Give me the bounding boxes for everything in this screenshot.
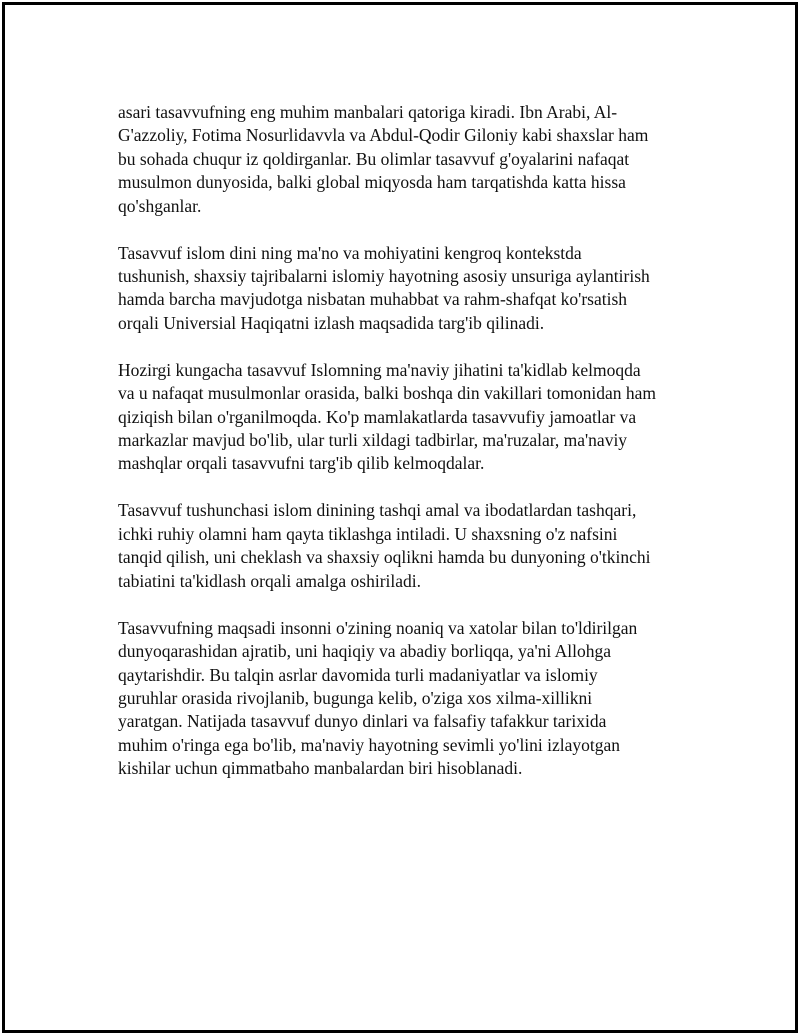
document-page xyxy=(2,2,798,1033)
paragraph-3 xyxy=(118,359,678,476)
text-line: Hozirgi kungacha tasavvuf Islomning ma'naviy jihatini ta'kidlab kelmoqda xyxy=(118,359,641,380)
text-line: Tasavvuf islom dini ning ma'no va mohiyatini kengroq kontekstda xyxy=(118,242,582,263)
text-line: muhim o'ringa ega bo'lib, ma'naviy hayotning sevimli yo'lini izlayotgan xyxy=(118,734,621,755)
text-line: mashqlar orqali tasavvufni targ'ib qilib kelmoqdalar. xyxy=(118,453,485,474)
text-line: dunyoqarashidan ajratib, uni haqiqiy va abadiy borliqqa, ya'ni Allohga xyxy=(118,641,612,662)
text-line: qiziqish bilan o'rganilmoqda. Ko'p mamlakatlarda tasavvufiy jamoatlar va xyxy=(118,406,637,427)
text-line: hamda barcha mavjudotga nisbatan muhabbat va rahm-shafqat ko'rsatish xyxy=(118,289,628,310)
text-line: tanqid qilish, uni cheklash va shaxsiy oqlikni hamda bu dunyoning o'tkinchi xyxy=(118,547,651,568)
text-line: Tasavvufning maqsadi insonni o'zining noaniq va xatolar bilan to'ldirilgan xyxy=(118,617,638,638)
paragraph-1 xyxy=(118,101,678,218)
text-line: guruhlar orasida rivojlanib, bugunga kelib, o'ziga xos xilma-xillikni xyxy=(118,687,593,708)
text-line: asari tasavvufning eng muhim manbalari qatoriga kiradi. Ibn Arabi, Al- xyxy=(118,102,618,122)
text-line: kishilar uchun qimmatbaho manbalardan biri hisoblanadi. xyxy=(118,758,523,779)
text-line: orqali Universial Haqiqatni izlash maqsadida targ'ib qilinadi. xyxy=(118,312,545,333)
text-line: va u nafaqat musulmonlar orasida, balki boshqa din vakillari tomonidan ham xyxy=(118,383,656,404)
paragraph-5 xyxy=(118,617,678,781)
text-line: qaytarishdir. Bu talqin asrlar davomida turli madaniyatlar va islomiy xyxy=(118,664,598,685)
text-line: tabiatini ta'kidlash orqali amalga oshiriladi. xyxy=(118,570,422,591)
text-line: musulmon dunyosida, balki global miqyosda ham tarqatishda katta hissa xyxy=(118,172,626,193)
text-line: markazlar mavjud bo'lib, ular turli xildagi tadbirlar, ma'ruzalar, ma'naviy xyxy=(118,430,628,451)
text-line: yaratgan. Natijada tasavvuf dunyo dinlari va falsafiy tafakkur tarixida xyxy=(118,711,607,732)
text-line: tushunish, shaxsiy tajribalarni islomiy hayotning asosiy unsuriga aylantirish xyxy=(118,266,650,287)
paragraph-2 xyxy=(118,242,678,336)
text-line: qo'shganlar. xyxy=(118,195,202,216)
text-line: bu sohada chuqur iz qoldirganlar. Bu olimlar tasavvuf g'oyalarini nafaqat xyxy=(118,148,630,169)
text-line: G'azzoliy, Fotima Nosurlidavvla va Abdul-Qodir Giloniy kabi shaxslar ham xyxy=(118,125,649,146)
text-line: ichki ruhiy olamni ham qayta tiklashga intiladi. U shaxsning o'z nafsini xyxy=(118,523,618,544)
text-line: Tasavvuf tushunchasi islom dinining tashqi amal va ibodatlardan tashqari, xyxy=(118,500,637,521)
paragraph-4 xyxy=(118,499,678,593)
document-body xyxy=(118,101,678,804)
